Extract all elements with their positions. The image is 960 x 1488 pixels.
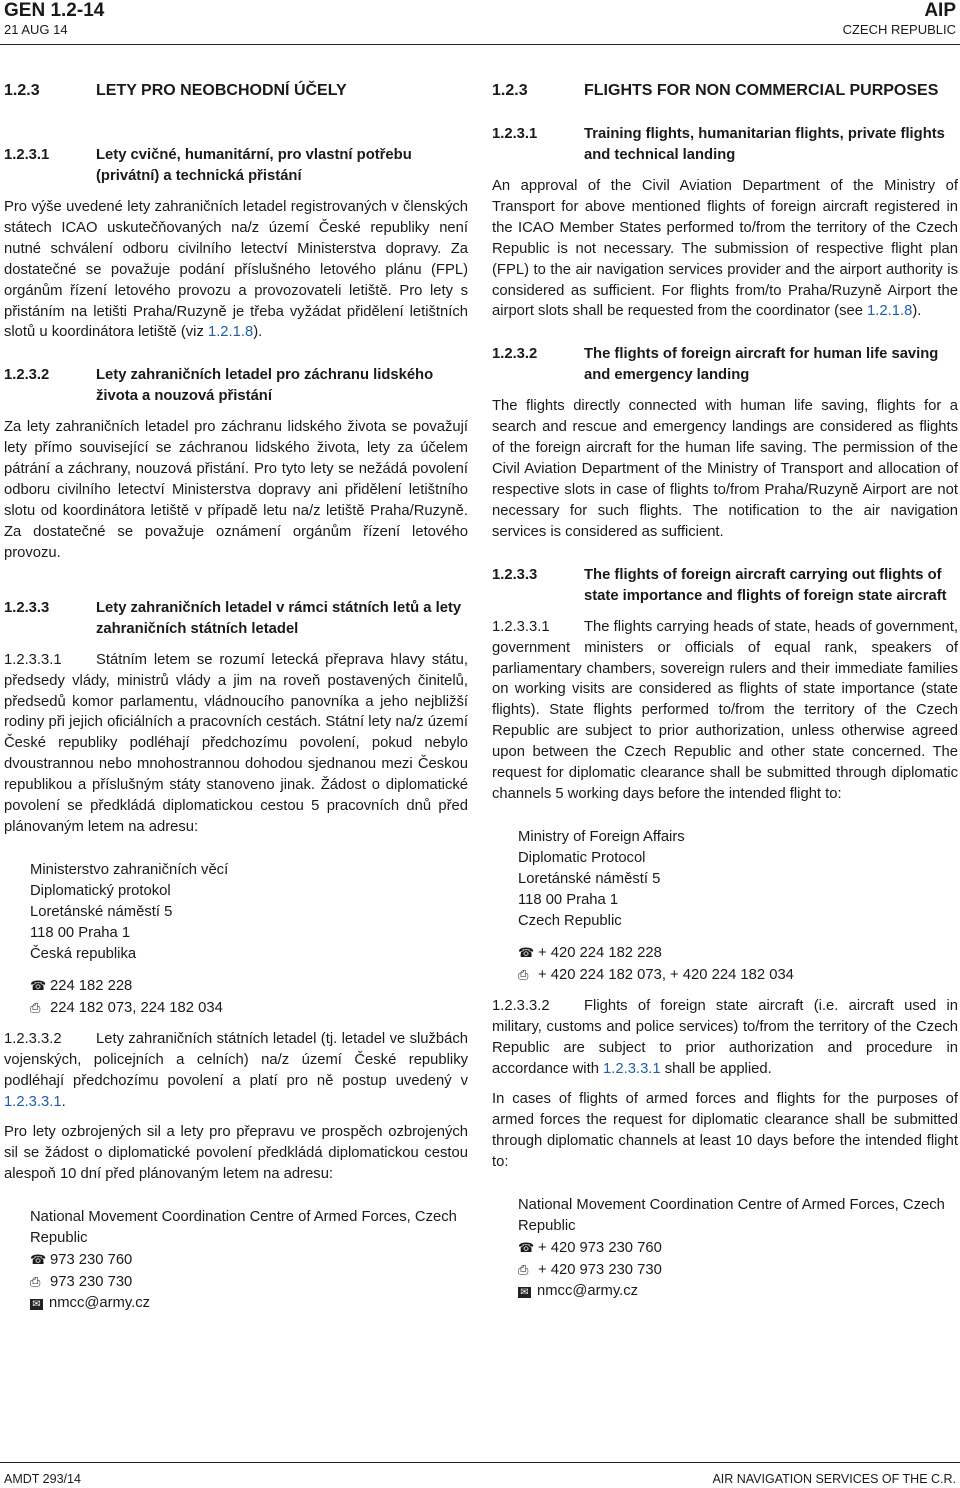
subsection-heading: 1.2.3.1 Training flights, humanitarian flights, private flights and technical landing bbox=[492, 126, 945, 163]
subsection-heading: 1.2.3.1 Lety cvičné, humanitární, pro vlastní potřebu (privátní) a technická přistání bbox=[4, 147, 412, 184]
subsection-heading: 1.2.3.3 Lety zahraničních letadel v rámci státních letů a lety zahraničních státních letadel bbox=[4, 599, 462, 637]
fax-icon: ⎙ bbox=[30, 1274, 41, 1290]
page-header-right bbox=[843, 0, 956, 38]
email-icon: ✉ bbox=[518, 1287, 531, 1298]
page-header-left bbox=[4, 0, 104, 38]
section-heading: 1.2.3 LETY PRO NEOBCHODNÍ ÚČELY bbox=[4, 82, 347, 99]
doc-reference: GEN 1.2-14 bbox=[4, 0, 105, 21]
paragraph: The flights directly connected with human life saving, flights for a search and rescue and emergency landings are considered as flights of the foreign aircraft for the human life saving. The permission of the Civil Aviation Department of the Ministry of Transport and allocation of respective slots in case of flights to/from Praha/Ruzyně Airport are not necessary for such flights. The notification to the air navigation services is considered as sufficient. bbox=[492, 398, 958, 540]
footer-divider bbox=[0, 1462, 960, 1463]
paragraph: An approval of the Civil Aviation Department of the Ministry of Transport for above mentioned flights of foreign aircraft registered in the ICAO Member States performed to/from the territory of the Czech Republic is not necessary. The submission of respective flight plan (FPL) to the air navigation services provider and the airport authority is considered as sufficient. For flights from/to Praha/Ruzyně Airport the airport slots shall be requested from the coordinator (see 1.2.1.8). bbox=[492, 178, 958, 320]
paragraph: 1.2.3.3.1 Státním letem se rozumí letecká přeprava hlavy státu, předsedy vlády, ministrů vlády a jim na roveň postavených činitelů, předsedů komor parlamentu, vládnoucího panovníka a jeho nejbližší rodiny při jejich oficiálních a pracovních cestách. Státní lety na/z území České republiky podléhají předchozímu povolení, pokud nebylo dvoustrannou nebo mnohostrannou dohodou sjednanou mezi Českou republikou a příslušným státy stanoveno jinak. Žádost o diplomatické povolení se předkládá diplomatickou cestou 5 pracovních dnů před plánovaným letem na adresu: bbox=[4, 651, 468, 835]
address-block: Ministerstvo zahraničních věcí Diplomatický protokol Loretánské náměstí 5 118 00 Praha 1 Česká republika ☎ 224 182 228 ⎙ 224 182 073, 224 182 034 bbox=[30, 861, 229, 1016]
fax-icon: ⎙ bbox=[518, 966, 529, 982]
issue-date: 21 AUG 14 bbox=[4, 22, 68, 37]
fax-icon: ⎙ bbox=[30, 999, 41, 1015]
subsection-heading: 1.2.3.2 Lety zahraničních letadel pro záchranu lidského života a nouzová přistání bbox=[4, 367, 434, 405]
header-divider bbox=[0, 44, 960, 45]
email-icon: ✉ bbox=[30, 1299, 43, 1310]
paragraph: 1.2.3.3.2 Lety zahraničních státních letadel (tj. letadel ve službách vojenských, policejních a celních) na/z území České republiky podléhají předchozímu povolení a platí pro ně postup uvedený v 1.2.3.3.1. bbox=[4, 1030, 468, 1110]
publication-name: AIP bbox=[924, 0, 956, 21]
paragraph: 1.2.3.3.2 Flights of foreign state aircraft (i.e. aircraft used in military, customs and police services) to/from the territory of the Czech Republic are subject to prior authorization and procedure in accordance with 1.2.3.3.1 shall be applied. bbox=[492, 997, 958, 1077]
paragraph: Za lety zahraničních letadel pro záchranu lidského života se považují lety přímo související se záchranou lidského života, lety za účelem pátrání a záchrany, nouzová přistání. Pro tyto lety se nežádá povolení odboru civilního letectví Ministerstva dopravy ani přidělení letištního slotu od koordinátora letiště v případě letu na/z letiště Praha/Ruzyně. Za dostatečné se považuje oznámení orgánům řízení letového provozu. bbox=[4, 419, 468, 561]
phone-icon: ☎ bbox=[30, 977, 47, 993]
subsection-heading: 1.2.3.2 The flights of foreign aircraft for human life saving and emergency landing bbox=[492, 346, 939, 384]
czech-column bbox=[4, 80, 468, 1314]
reference-link[interactable]: 1.2.1.8 bbox=[867, 303, 913, 320]
paragraph: 1.2.3.3.1 The flights carrying heads of state, heads of government, government ministers or officials of equal rank, speakers of parliamentary chambers, sovereign rulers and their immediate families on working visits are considered as flights of state importance (state flights). State flights performed to/from the territory of the Czech Republic are subject to prior authorization, unless otherwise agreed upon between the Czech Republic and other state concerned. The request for diplomatic clearance shall be submitted through diplomatic channels 5 working days before the intended flight to: bbox=[492, 618, 958, 802]
subsection-heading: 1.2.3.3 The flights of foreign aircraft carrying out flights of state importance and flights of foreign state aircraft bbox=[492, 566, 947, 604]
phone-icon: ☎ bbox=[518, 944, 535, 960]
english-column bbox=[492, 80, 958, 1302]
paragraph: In cases of flights of armed forces and flights for the purposes of armed forces the request for diplomatic clearance shall be submitted through diplomatic channels at least 10 days before the intended flight to: bbox=[492, 1091, 958, 1171]
issuing-authority: AIR NAVIGATION SERVICES OF THE C.R. bbox=[712, 1472, 956, 1486]
paragraph: Pro výše uvedené lety zahraničních letadel registrovaných v členských státech ICAO uskutečňovaných na/z území České republiky není nutné schválení odboru civilního letectví Ministerstva dopravy. Za dostatečné se považuje podání příslušného letového plánu (FPL) orgánům řízení letového provozu a provozovateli letiště. Pro lety s přistáním na letišti Praha/Ruzyně je třeba vyžádat přidělení letištních slotů u koordinátora letiště (viz 1.2.1.8). bbox=[4, 199, 468, 341]
amendment-number: AMDT 293/14 bbox=[4, 1472, 81, 1486]
address-block: National Movement Coordination Centre of Armed Forces, Czech Republic ☎ + 420 973 230 760 ⎙ + 420 973 230 730 ✉ nmcc@army.cz bbox=[518, 1197, 945, 1300]
reference-link[interactable]: 1.2.1.8 bbox=[207, 324, 254, 341]
country-name: CZECH REPUBLIC bbox=[842, 22, 956, 37]
address-block: Ministry of Foreign Affairs Diplomatic Protocol Loretánské náměstí 5 118 00 Praha 1 Czech Republic ☎ + 420 224 182 228 ⎙ + 420 224 182 073, + 420 224 182 034 bbox=[518, 828, 794, 983]
address-block: National Movement Coordination Centre of Armed Forces, Czech Republic ☎ 973 230 760 ⎙ 973 230 730 ✉ nmcc@army.cz bbox=[30, 1209, 457, 1312]
reference-link[interactable]: 1.2.3.3.1 bbox=[603, 1060, 661, 1077]
paragraph: Pro lety ozbrojených sil a lety pro přepravu ve prospěch ozbrojených sil se žádost o diplomatické povolení předkládá diplomatickou cestou alespoň 10 dní před plánovaným letem na adresu: bbox=[4, 1124, 468, 1183]
reference-link[interactable]: 1.2.3.3.1 bbox=[4, 1093, 62, 1110]
section-heading: 1.2.3 FLIGHTS FOR NON COMMERCIAL PURPOSES bbox=[492, 82, 939, 99]
fax-icon: ⎙ bbox=[518, 1262, 529, 1278]
phone-icon: ☎ bbox=[518, 1240, 535, 1256]
phone-icon: ☎ bbox=[30, 1252, 47, 1268]
